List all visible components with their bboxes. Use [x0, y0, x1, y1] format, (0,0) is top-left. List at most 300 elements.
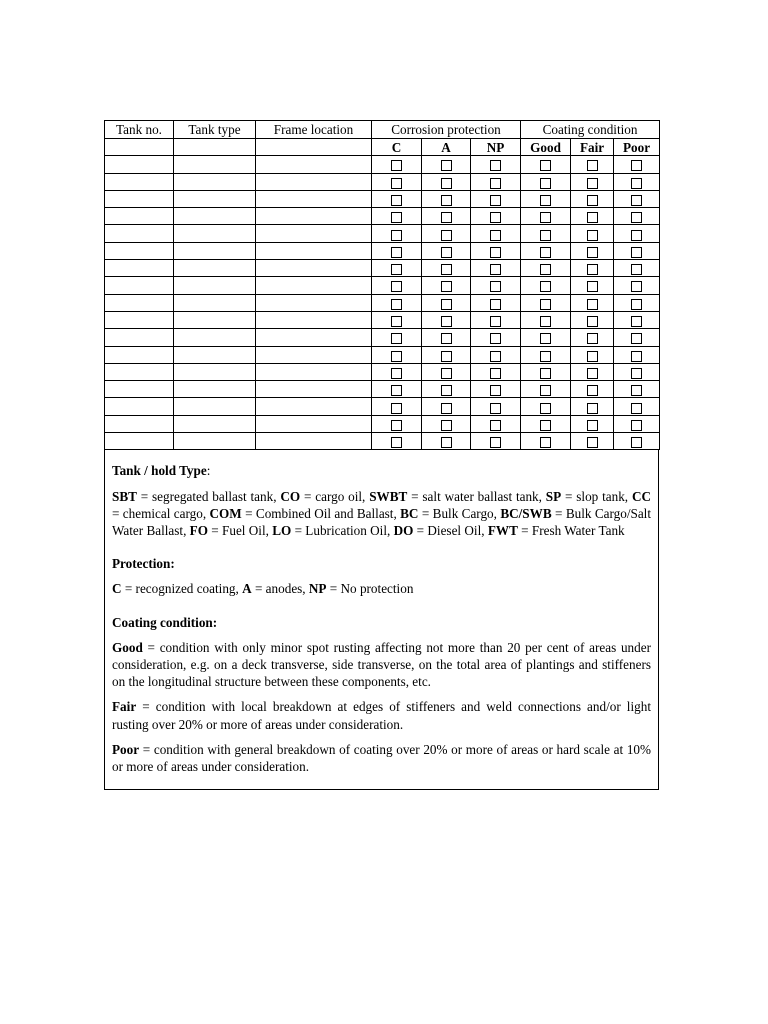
abbreviation-description: = anodes,: [251, 581, 309, 597]
checkbox-poor-cell: [614, 156, 660, 173]
tank-type-cell[interactable]: [174, 173, 256, 190]
frame-location-cell[interactable]: [256, 225, 372, 242]
checkbox-fair-cell: [571, 433, 614, 450]
checkbox-np[interactable]: [490, 437, 501, 448]
header-tank-no: Tank no.: [105, 121, 174, 139]
checkbox-good[interactable]: [540, 385, 551, 396]
subheader-row: [105, 139, 660, 156]
checkbox-good[interactable]: [540, 264, 551, 275]
header-row: [105, 121, 660, 139]
checkbox-fair-cell: [571, 294, 614, 311]
abbreviation-description: = Lubrication Oil,: [291, 522, 394, 538]
checkbox-fair-cell: [571, 346, 614, 363]
checkbox-poor[interactable]: [631, 368, 642, 379]
checkbox-fair[interactable]: [587, 264, 598, 275]
checkbox-np[interactable]: [490, 316, 501, 327]
tank-no-cell[interactable]: [105, 242, 174, 259]
checkbox-poor[interactable]: [631, 403, 642, 414]
checkbox-c-cell: [372, 225, 422, 242]
checkbox-c[interactable]: [391, 385, 402, 396]
checkbox-poor[interactable]: [631, 195, 642, 206]
tank-type-heading: Tank / hold Type:: [112, 463, 211, 479]
checkbox-a[interactable]: [441, 333, 452, 344]
checkbox-good[interactable]: [540, 351, 551, 362]
checkbox-a-cell: [422, 433, 471, 450]
checkbox-good-cell: [521, 277, 571, 294]
table-row: [105, 311, 660, 328]
checkbox-np-cell: [471, 225, 521, 242]
table-row: [105, 225, 660, 242]
checkbox-a-cell: [422, 156, 471, 173]
checkbox-c-cell: [372, 294, 422, 311]
checkbox-a[interactable]: [441, 316, 452, 327]
checkbox-poor-cell: [614, 433, 660, 450]
frame-location-cell[interactable]: [256, 242, 372, 259]
tank-type-cell[interactable]: [174, 363, 256, 380]
poor-definition: Poor = condition with general breakdown of coating over 20% or more of areas or hard scale at 10% or more of areas under consideration.: [112, 741, 651, 774]
frame-location-cell[interactable]: [256, 329, 372, 346]
checkbox-poor[interactable]: [631, 212, 642, 223]
checkbox-np-cell: [471, 294, 521, 311]
checkbox-c[interactable]: [391, 195, 402, 206]
checkbox-poor[interactable]: [631, 247, 642, 258]
checkbox-fair-cell: [571, 225, 614, 242]
checkbox-np-cell: [471, 433, 521, 450]
table-row: [105, 277, 660, 294]
table-row: [105, 208, 660, 225]
tank-type-cell[interactable]: [174, 381, 256, 398]
checkbox-poor[interactable]: [631, 437, 642, 448]
abbreviation: FWT: [487, 522, 518, 538]
checkbox-fair[interactable]: [587, 316, 598, 327]
abbreviation: SP: [545, 488, 562, 504]
checkbox-fair[interactable]: [587, 333, 598, 344]
checkbox-a[interactable]: [441, 281, 452, 292]
subheader-good: Good: [521, 139, 571, 156]
tank-type-cell[interactable]: [174, 311, 256, 328]
abbreviation-description: = Bulk Cargo,: [418, 505, 501, 521]
checkbox-fair[interactable]: [587, 385, 598, 396]
tank-type-cell[interactable]: [174, 242, 256, 259]
checkbox-a[interactable]: [441, 403, 452, 414]
checkbox-poor[interactable]: [631, 160, 642, 171]
abbreviation-description: = Fresh Water Tank: [517, 522, 625, 538]
checkbox-np[interactable]: [490, 247, 501, 258]
abbreviation: A: [242, 581, 252, 597]
header-corrosion-protection: Corrosion protection: [372, 121, 521, 139]
checkbox-fair[interactable]: [587, 247, 598, 258]
checkbox-poor-cell: [614, 398, 660, 415]
frame-location-cell[interactable]: [256, 381, 372, 398]
abbreviation: NP: [308, 581, 327, 597]
fair-definition: Fair = condition with local breakdown at edges of stiffeners and weld connections and/or light rusting over 20% or more of areas under consideration.: [112, 699, 651, 732]
checkbox-good[interactable]: [540, 368, 551, 379]
checkbox-fair-cell: [571, 156, 614, 173]
checkbox-poor-cell: [614, 294, 660, 311]
checkbox-np-cell: [471, 415, 521, 432]
abbreviation-description: = segregated ballast tank,: [136, 488, 281, 504]
tank-no-cell[interactable]: [105, 294, 174, 311]
table-row: [105, 363, 660, 380]
tank-type-cell[interactable]: [174, 415, 256, 432]
abbreviation: CO: [280, 488, 301, 504]
checkbox-np-cell: [471, 329, 521, 346]
checkbox-good[interactable]: [540, 420, 551, 431]
checkbox-a[interactable]: [441, 385, 452, 396]
checkbox-np-cell: [471, 260, 521, 277]
checkbox-c-cell: [372, 329, 422, 346]
checkbox-a[interactable]: [441, 299, 452, 310]
checkbox-c-cell: [372, 260, 422, 277]
checkbox-good-cell: [521, 225, 571, 242]
checkbox-a-cell: [422, 346, 471, 363]
checkbox-good-cell: [521, 190, 571, 207]
checkbox-fair[interactable]: [587, 230, 598, 241]
checkbox-good-cell: [521, 415, 571, 432]
tank-no-cell[interactable]: [105, 208, 174, 225]
checkbox-np[interactable]: [490, 230, 501, 241]
subheader-np: NP: [471, 139, 521, 156]
checkbox-a[interactable]: [441, 247, 452, 258]
table-row: [105, 329, 660, 346]
protection-heading: Protection:: [112, 556, 175, 572]
checkbox-fair-cell: [571, 173, 614, 190]
checkbox-poor-cell: [614, 173, 660, 190]
abbreviation-description: = Fuel Oil,: [208, 522, 273, 538]
subheader-empty: [174, 139, 256, 156]
frame-location-cell[interactable]: [256, 311, 372, 328]
checkbox-np[interactable]: [490, 368, 501, 379]
checkbox-c-cell: [372, 381, 422, 398]
tank-no-cell[interactable]: [105, 363, 174, 380]
checkbox-good[interactable]: [540, 333, 551, 344]
checkbox-fair[interactable]: [587, 403, 598, 414]
header-coating-condition: Coating condition: [521, 121, 660, 139]
checkbox-a[interactable]: [441, 178, 452, 189]
tank-type-cell[interactable]: [174, 294, 256, 311]
checkbox-poor[interactable]: [631, 385, 642, 396]
table-row: [105, 190, 660, 207]
checkbox-fair[interactable]: [587, 437, 598, 448]
tank-coating-form: [104, 120, 659, 790]
tank-type-cell[interactable]: [174, 190, 256, 207]
tank-type-cell[interactable]: [174, 398, 256, 415]
subheader-a: A: [422, 139, 471, 156]
checkbox-poor[interactable]: [631, 264, 642, 275]
checkbox-a-cell: [422, 294, 471, 311]
frame-location-cell[interactable]: [256, 346, 372, 363]
abbreviation: SBT: [112, 488, 137, 504]
checkbox-c[interactable]: [391, 160, 402, 171]
checkbox-a[interactable]: [441, 420, 452, 431]
checkbox-fair[interactable]: [587, 281, 598, 292]
checkbox-fair-cell: [571, 311, 614, 328]
checkbox-c[interactable]: [391, 230, 402, 241]
checkbox-np[interactable]: [490, 351, 501, 362]
checkbox-np-cell: [471, 156, 521, 173]
checkbox-a[interactable]: [441, 368, 452, 379]
checkbox-c-cell: [372, 346, 422, 363]
abbreviation: DO: [393, 522, 414, 538]
checkbox-c[interactable]: [391, 247, 402, 258]
checkbox-a-cell: [422, 381, 471, 398]
table-row: [105, 294, 660, 311]
tank-no-cell[interactable]: [105, 433, 174, 450]
checkbox-poor[interactable]: [631, 281, 642, 292]
checkbox-c-cell: [372, 190, 422, 207]
checkbox-good[interactable]: [540, 230, 551, 241]
tank-no-cell[interactable]: [105, 173, 174, 190]
legend-box: [104, 450, 659, 790]
checkbox-c[interactable]: [391, 281, 402, 292]
tank-type-cell[interactable]: [174, 329, 256, 346]
table-row: [105, 398, 660, 415]
abbreviation-description: = No protection: [326, 581, 414, 597]
header-frame-location: Frame location: [256, 121, 372, 139]
frame-location-cell[interactable]: [256, 173, 372, 190]
frame-location-cell[interactable]: [256, 260, 372, 277]
checkbox-c[interactable]: [391, 178, 402, 189]
checkbox-good-cell: [521, 311, 571, 328]
checkbox-good[interactable]: [540, 403, 551, 414]
subheader-poor: Poor: [614, 139, 660, 156]
subheader-empty: [256, 139, 372, 156]
checkbox-c[interactable]: [391, 351, 402, 362]
checkbox-poor-cell: [614, 277, 660, 294]
checkbox-good[interactable]: [540, 160, 551, 171]
checkbox-fair[interactable]: [587, 368, 598, 379]
checkbox-np[interactable]: [490, 333, 501, 344]
tank-no-cell[interactable]: [105, 415, 174, 432]
frame-location-cell[interactable]: [256, 208, 372, 225]
checkbox-poor[interactable]: [631, 351, 642, 362]
abbreviation-description: = recognized coating,: [121, 581, 243, 597]
frame-location-cell[interactable]: [256, 433, 372, 450]
checkbox-np[interactable]: [490, 385, 501, 396]
checkbox-a-cell: [422, 260, 471, 277]
good-definition: Good = condition with only minor spot rusting affecting not more than 20 per cent of areas under consideration, e.g. on a deck transverse, side transverse, on the total area of plantings and stiffeners on the longitudinal structure between these components, etc.: [112, 639, 651, 690]
checkbox-c[interactable]: [391, 333, 402, 344]
checkbox-np[interactable]: [490, 281, 501, 292]
checkbox-np[interactable]: [490, 212, 501, 223]
checkbox-good-cell: [521, 156, 571, 173]
checkbox-fair-cell: [571, 277, 614, 294]
header-tank-type: Tank type: [174, 121, 256, 139]
checkbox-np[interactable]: [490, 299, 501, 310]
tank-type-cell[interactable]: [174, 156, 256, 173]
checkbox-np[interactable]: [490, 178, 501, 189]
checkbox-c[interactable]: [391, 316, 402, 327]
checkbox-poor-cell: [614, 208, 660, 225]
checkbox-c-cell: [372, 433, 422, 450]
checkbox-a[interactable]: [441, 230, 452, 241]
checkbox-poor[interactable]: [631, 420, 642, 431]
abbreviation-description: = chemical cargo,: [112, 505, 210, 521]
tank-type-cell[interactable]: [174, 225, 256, 242]
checkbox-good-cell: [521, 381, 571, 398]
checkbox-c-cell: [372, 156, 422, 173]
checkbox-fair[interactable]: [587, 160, 598, 171]
checkbox-good[interactable]: [540, 281, 551, 292]
tank-type-cell[interactable]: [174, 260, 256, 277]
checkbox-np-cell: [471, 208, 521, 225]
checkbox-poor-cell: [614, 381, 660, 398]
frame-location-cell[interactable]: [256, 398, 372, 415]
checkbox-poor-cell: [614, 225, 660, 242]
abbreviation: BC/SWB: [500, 505, 552, 521]
checkbox-fair-cell: [571, 363, 614, 380]
tank-type-cell[interactable]: [174, 208, 256, 225]
abbreviation-description: = cargo oil,: [300, 488, 370, 504]
tank-no-cell[interactable]: [105, 277, 174, 294]
abbreviation: COM: [209, 505, 242, 521]
checkbox-a-cell: [422, 208, 471, 225]
checkbox-poor[interactable]: [631, 178, 642, 189]
checkbox-a[interactable]: [441, 437, 452, 448]
checkbox-fair-cell: [571, 260, 614, 277]
frame-location-cell[interactable]: [256, 156, 372, 173]
checkbox-a[interactable]: [441, 264, 452, 275]
checkbox-good[interactable]: [540, 195, 551, 206]
checkbox-poor[interactable]: [631, 230, 642, 241]
tank-table: [104, 120, 660, 450]
checkbox-fair-cell: [571, 208, 614, 225]
checkbox-fair-cell: [571, 398, 614, 415]
checkbox-fair[interactable]: [587, 178, 598, 189]
checkbox-fair[interactable]: [587, 212, 598, 223]
coating-condition-heading: Coating condition:: [112, 614, 218, 630]
checkbox-a[interactable]: [441, 195, 452, 206]
tank-no-cell[interactable]: [105, 329, 174, 346]
tank-no-cell[interactable]: [105, 311, 174, 328]
frame-location-cell[interactable]: [256, 363, 372, 380]
subheader-fair: Fair: [571, 139, 614, 156]
checkbox-c-cell: [372, 173, 422, 190]
checkbox-np[interactable]: [490, 264, 501, 275]
frame-location-cell[interactable]: [256, 277, 372, 294]
checkbox-poor[interactable]: [631, 299, 642, 310]
checkbox-c-cell: [372, 415, 422, 432]
checkbox-good-cell: [521, 363, 571, 380]
checkbox-good[interactable]: [540, 247, 551, 258]
checkbox-good[interactable]: [540, 212, 551, 223]
frame-location-cell[interactable]: [256, 294, 372, 311]
checkbox-a-cell: [422, 173, 471, 190]
abbreviation-description: = slop tank,: [561, 488, 632, 504]
abbreviation-description: = salt water ballast tank,: [407, 488, 546, 504]
tank-no-cell[interactable]: [105, 381, 174, 398]
checkbox-good[interactable]: [540, 316, 551, 327]
checkbox-a[interactable]: [441, 351, 452, 362]
frame-location-cell[interactable]: [256, 190, 372, 207]
subheader-empty: [105, 139, 174, 156]
tank-no-cell[interactable]: [105, 398, 174, 415]
checkbox-fair-cell: [571, 329, 614, 346]
checkbox-fair[interactable]: [587, 299, 598, 310]
checkbox-c[interactable]: [391, 264, 402, 275]
tank-type-cell[interactable]: [174, 277, 256, 294]
checkbox-good-cell: [521, 242, 571, 259]
table-row: [105, 173, 660, 190]
checkbox-a-cell: [422, 415, 471, 432]
checkbox-good[interactable]: [540, 299, 551, 310]
checkbox-poor[interactable]: [631, 333, 642, 344]
checkbox-c[interactable]: [391, 403, 402, 414]
checkbox-fair-cell: [571, 242, 614, 259]
checkbox-fair[interactable]: [587, 195, 598, 206]
tank-no-cell[interactable]: [105, 260, 174, 277]
checkbox-fair-cell: [571, 190, 614, 207]
checkbox-a[interactable]: [441, 212, 452, 223]
checkbox-c[interactable]: [391, 437, 402, 448]
tank-no-cell[interactable]: [105, 225, 174, 242]
tank-no-cell[interactable]: [105, 190, 174, 207]
checkbox-poor-cell: [614, 311, 660, 328]
checkbox-good-cell: [521, 208, 571, 225]
checkbox-np-cell: [471, 363, 521, 380]
checkbox-good-cell: [521, 294, 571, 311]
checkbox-c-cell: [372, 398, 422, 415]
checkbox-c-cell: [372, 363, 422, 380]
checkbox-a-cell: [422, 311, 471, 328]
checkbox-poor-cell: [614, 190, 660, 207]
checkbox-a-cell: [422, 190, 471, 207]
checkbox-np[interactable]: [490, 160, 501, 171]
checkbox-fair[interactable]: [587, 351, 598, 362]
checkbox-poor-cell: [614, 415, 660, 432]
checkbox-np-cell: [471, 190, 521, 207]
checkbox-fair-cell: [571, 381, 614, 398]
checkbox-a[interactable]: [441, 160, 452, 171]
frame-location-cell[interactable]: [256, 415, 372, 432]
checkbox-good-cell: [521, 260, 571, 277]
checkbox-fair[interactable]: [587, 420, 598, 431]
checkbox-fair-cell: [571, 415, 614, 432]
abbreviation: FO: [189, 522, 208, 538]
checkbox-a-cell: [422, 277, 471, 294]
checkbox-good[interactable]: [540, 178, 551, 189]
tank-type-definitions: [112, 488, 651, 540]
tank-no-cell[interactable]: [105, 346, 174, 363]
checkbox-a-cell: [422, 329, 471, 346]
checkbox-poor-cell: [614, 363, 660, 380]
checkbox-poor[interactable]: [631, 316, 642, 327]
abbreviation: BC: [400, 505, 419, 521]
checkbox-np[interactable]: [490, 420, 501, 431]
checkbox-a-cell: [422, 242, 471, 259]
checkbox-c[interactable]: [391, 212, 402, 223]
checkbox-c[interactable]: [391, 368, 402, 379]
tank-no-cell[interactable]: [105, 156, 174, 173]
checkbox-a-cell: [422, 225, 471, 242]
checkbox-c[interactable]: [391, 420, 402, 431]
table-row: [105, 433, 660, 450]
checkbox-good[interactable]: [540, 437, 551, 448]
checkbox-c-cell: [372, 208, 422, 225]
subheader-c: C: [372, 139, 422, 156]
checkbox-np[interactable]: [490, 195, 501, 206]
checkbox-np-cell: [471, 173, 521, 190]
checkbox-good-cell: [521, 433, 571, 450]
checkbox-a-cell: [422, 398, 471, 415]
abbreviation: SWBT: [369, 488, 408, 504]
checkbox-good-cell: [521, 329, 571, 346]
checkbox-np[interactable]: [490, 403, 501, 414]
tank-type-cell[interactable]: [174, 346, 256, 363]
tank-type-cell[interactable]: [174, 433, 256, 450]
checkbox-a-cell: [422, 363, 471, 380]
checkbox-c[interactable]: [391, 299, 402, 310]
